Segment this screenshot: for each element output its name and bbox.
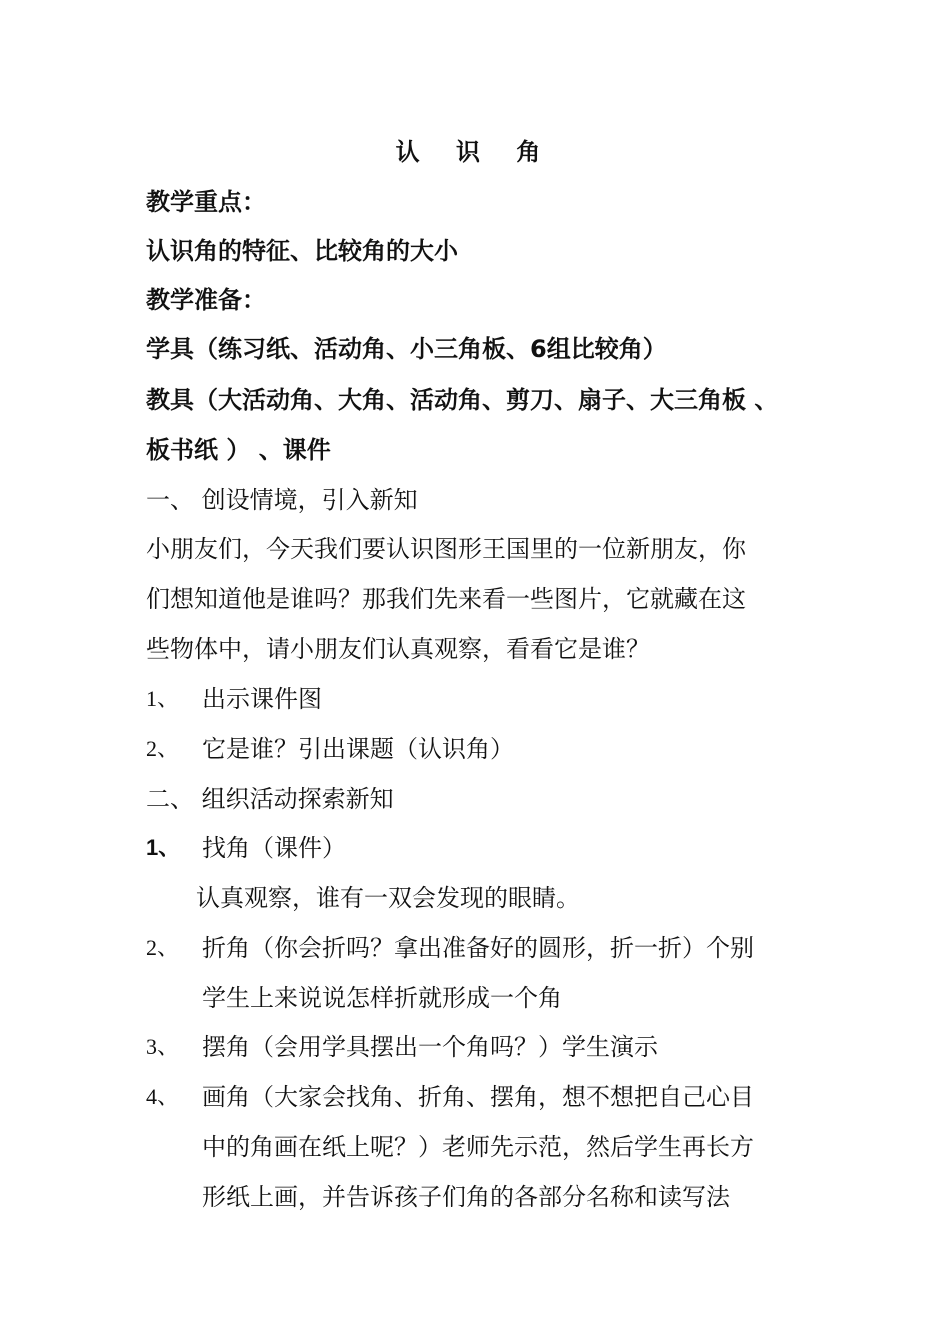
section-2-heading: 二、 组织活动探索新知 (146, 785, 394, 813)
section-2-item-2-line-2: 学生上来说说怎样折就形成一个角 (202, 984, 562, 1012)
intro-line-1: 小朋友们，今天我们要认识图形王国里的一位新朋友，你 (146, 535, 746, 563)
section-2-item-2-line-1: 折角（你会折吗？拿出准备好的圆形，折一折）个别 (202, 934, 754, 962)
preparation-heading: 教学准备： (146, 286, 266, 314)
page-title: 认 识 角 (395, 138, 555, 166)
section-1-heading: 一、 创设情境，引入新知 (146, 486, 418, 514)
section-1-item-1-text: 出示课件图 (202, 685, 322, 713)
section-2-item-3-text: 摆角（会用学具摆出一个角吗？）学生演示 (202, 1033, 658, 1061)
key-points-text: 认识角的特征、比较角的大小 (146, 237, 458, 265)
section-2-item-1-number: 1、 (146, 835, 181, 860)
section-1-item-2-text: 它是谁？引出课题（认识角） (202, 735, 514, 763)
section-2-item-4-line-2: 中的角画在纸上呢？）老师先示范，然后学生再长方 (202, 1133, 754, 1161)
section-2-item-2-number: 2、 (146, 935, 180, 960)
intro-line-3: 些物体中，请小朋友们认真观察，看看它是谁？ (146, 635, 650, 663)
section-1-item-2-number: 2、 (146, 736, 180, 761)
teacher-tools-line-2: 板书纸 ） 、课件 (146, 436, 331, 464)
section-2-item-4-line-1: 画角（大家会找角、折角、摆角，想不想把自己心目 (202, 1083, 754, 1111)
section-1-item-1-number: 1、 (146, 686, 180, 711)
section-2-item-4-number: 4、 (146, 1084, 180, 1109)
section-2-item-4-line-3: 形纸上画，并告诉孩子们角的各部分名称和读写法 (202, 1183, 730, 1211)
key-points-heading: 教学重点： (146, 188, 266, 216)
intro-line-2: 们想知道他是谁吗？那我们先来看一些图片，它就藏在这 (146, 585, 746, 613)
section-2-item-1-text: 找角（课件） (202, 834, 346, 862)
section-2-item-3-number: 3、 (146, 1034, 180, 1059)
section-2-item-1-detail: 认真观察，谁有一双会发现的眼睛。 (196, 884, 580, 912)
teacher-tools-line-1: 教具（大活动角、大角、活动角、剪刀、扇子、大三角板 、 (146, 386, 779, 414)
student-tools-text: 学具（练习纸、活动角、小三角板、6组比较角） (146, 335, 667, 363)
